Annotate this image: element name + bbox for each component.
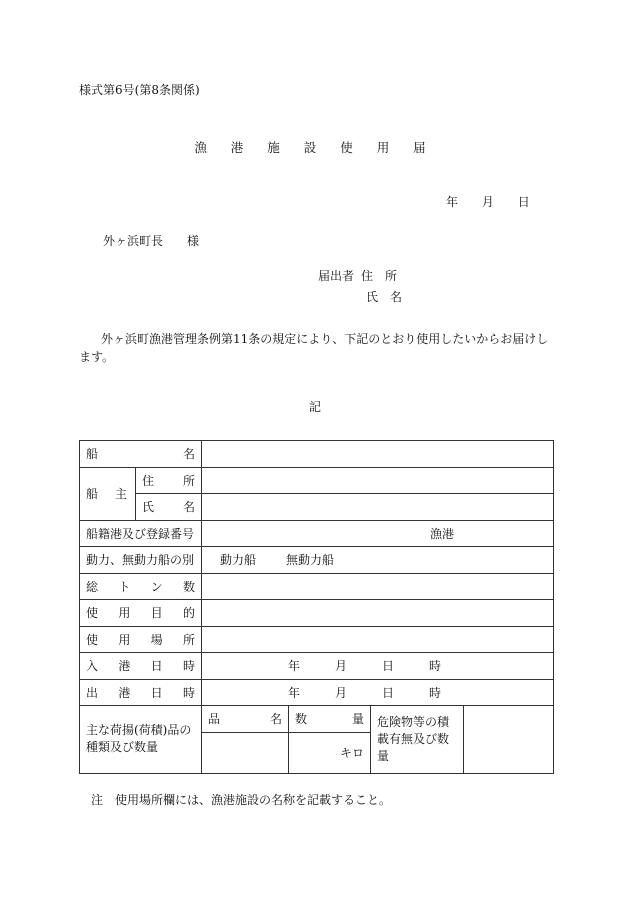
footnote: 注 使用場所欄には、漁港施設の名称を記載すること。 xyxy=(91,793,392,807)
row-place xyxy=(80,626,554,653)
tonnage-field[interactable] xyxy=(202,573,554,600)
power-label: 動力、無動力船の別 xyxy=(80,547,202,574)
kilo-unit: キロ xyxy=(339,746,364,760)
purpose-label: 使 用 目 的 xyxy=(80,600,202,627)
applicant-address-line xyxy=(318,267,397,284)
owner-label: 船 主 xyxy=(80,467,136,520)
applicant-name-label: 氏 名 xyxy=(366,290,403,304)
applicant-label: 届出者 xyxy=(318,269,355,283)
date-day: 日 xyxy=(517,195,530,209)
entry-datetime-field[interactable]: 年 月 日 時 xyxy=(202,653,554,680)
date-year: 年 xyxy=(446,195,459,209)
place-label: 使 用 場 所 xyxy=(80,626,202,653)
registry-suffix: 漁港 xyxy=(430,526,455,541)
registry-label: 船籍港及び登録番号 xyxy=(80,520,202,547)
power-field[interactable] xyxy=(202,547,554,574)
row-cargo-head xyxy=(80,706,554,733)
row-owner-address xyxy=(80,467,554,494)
addressee-name: 外ヶ浜町長 xyxy=(103,234,164,248)
applicant-address-label: 住 所 xyxy=(361,269,398,283)
quantity-label: 数 量 xyxy=(289,706,371,733)
power-option-nonmotor[interactable]: 無動力船 xyxy=(286,553,335,568)
row-tonnage xyxy=(80,573,554,600)
row-purpose xyxy=(80,600,554,627)
body-paragraph: 外ヶ浜町漁港管理条例第11条の規定により、下記のとおり使用したいからお届けします。 xyxy=(79,332,549,364)
cargo-label: 主な荷揚(荷積)品の種類及び数量 xyxy=(80,706,202,774)
power-option-motor[interactable]: 動力船 xyxy=(220,553,257,568)
row-exit xyxy=(80,679,554,706)
exit-label: 出 港 日 時 xyxy=(80,679,202,706)
hazard-label: 危険物等の積載有無及び数量 xyxy=(371,706,464,774)
exit-datetime-field[interactable]: 年 月 日 時 xyxy=(202,679,554,706)
addressee-honorific: 様 xyxy=(187,234,200,248)
registry-field[interactable] xyxy=(202,520,554,547)
item-name-label: 品 名 xyxy=(202,706,289,733)
entry-label: 入 港 日 時 xyxy=(80,653,202,680)
ship-name-label: 船 名 xyxy=(80,441,202,468)
ki-heading: 記 xyxy=(308,400,321,414)
tonnage-label: 総 ト ン 数 xyxy=(80,573,202,600)
quantity-field[interactable] xyxy=(289,732,371,773)
date-month: 月 xyxy=(481,195,494,209)
owner-name-field[interactable] xyxy=(202,494,554,521)
owner-address-field[interactable] xyxy=(202,467,554,494)
row-owner-name xyxy=(80,494,554,521)
date-line xyxy=(446,193,530,210)
owner-name-label: 氏 名 xyxy=(136,494,202,521)
owner-address-label: 住 所 xyxy=(136,467,202,494)
hazard-field[interactable] xyxy=(464,706,554,774)
application-table xyxy=(79,440,554,774)
ship-name-field[interactable] xyxy=(202,441,554,468)
purpose-field[interactable] xyxy=(202,600,554,627)
addressee xyxy=(103,232,199,249)
row-power xyxy=(80,547,554,574)
place-field[interactable] xyxy=(202,626,554,653)
item-name-field[interactable] xyxy=(202,732,289,773)
form-number-label: 様式第6号(第8条関係) xyxy=(79,83,200,97)
row-entry xyxy=(80,653,554,680)
row-registry xyxy=(80,520,554,547)
document-title: 漁 港 施 設 使 用 届 xyxy=(194,140,436,155)
row-ship-name xyxy=(80,441,554,468)
